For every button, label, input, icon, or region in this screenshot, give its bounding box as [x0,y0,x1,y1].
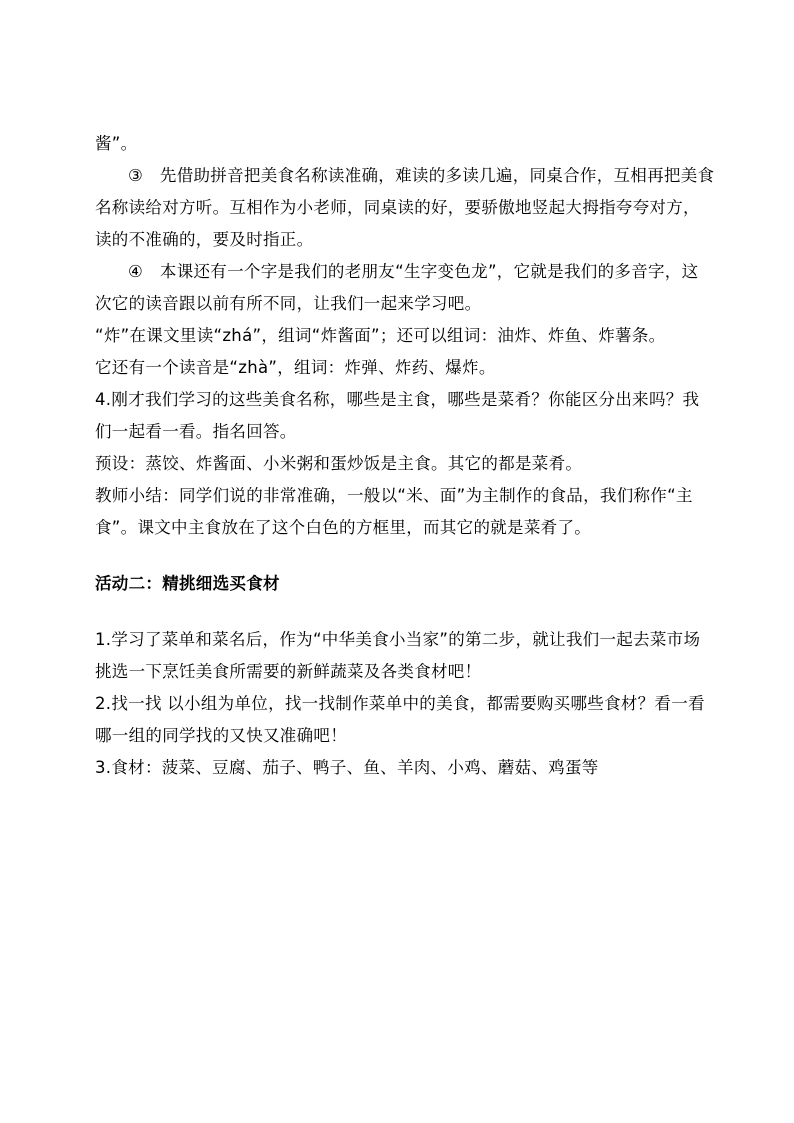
document-body [95,128,715,784]
section-spacer [95,600,715,624]
paragraph-zha-reading-2: 它还有一个读音是“zhà”，组词：炸弹、炸药、爆炸。 [95,358,496,377]
paragraph-question-4: 4.刚才我们学习的这些美食名称，哪些是主食，哪些是菜肴？你能区分出来吗？我们一起看一看。指名回答。 [95,390,700,441]
paragraph-activity-2-item-1: 1.学习了菜单和菜名后，作为“中华美食小当家”的第二步，就让我们一起去菜市场挑选一下烹饪美食所需要的新鲜蔬菜及各类食材吧！ [95,630,701,681]
paragraph-step-4: ④ 本课还有一个字是我们的老朋友“生字变色龙”，它就是我们的多音字，这次它的读音跟以前有所不同，让我们一起来学习吧。 [95,262,699,313]
section-heading-activity-2: 活动二：精挑细选买食材 [95,574,280,593]
paragraph-preset-answer: 预设：蒸饺、炸酱面、小米粥和蛋炒饭是主食。其它的都是菜肴。 [95,454,583,473]
paragraph-teacher-summary: 教师小结：同学们说的非常准确，一般以“米、面”为主制作的食品，我们称作“主食”。课文中主食放在了这个白色的方框里，而其它的就是菜肴了。 [95,486,693,537]
paragraph-zha-reading-1: “炸”在课文里读“zhá”，组词“炸酱面”；还可以组词：油炸、炸鱼、炸薯条。 [95,326,666,345]
paragraph-step-3: ③ 先借助拼音把美食名称读准确，难读的多读几遍，同桌合作，互相再把美食名称读给对方听。互相作为小老师，同桌读的好，要骄傲地竖起大拇指夸夸对方，读的不准确的，要及时指正。 [95,166,715,249]
paragraph-activity-2-item-3: 3.食材：菠菜、豆腐、茄子、鸭子、鱼、羊肉、小鸡、蘑菇、鸡蛋等 [95,758,599,777]
paragraph-continuation: 酱”。 [95,134,138,153]
section-spacer [95,544,715,568]
paragraph-activity-2-item-2: 2.找一找 以小组为单位，找一找制作菜单中的美食，都需要购买哪些食材？看一看哪一组的同学找的又快又准确吧！ [95,694,705,745]
